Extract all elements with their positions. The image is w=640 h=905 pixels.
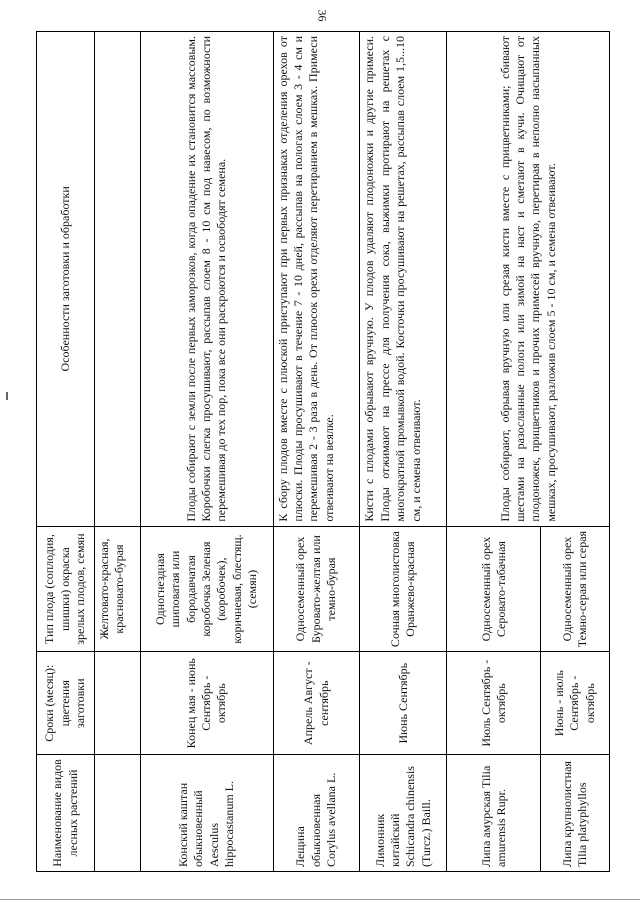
header-terms: Сроки (месяц): цветения заготовки [37,652,95,754]
header-species: Наименование видов лесных растений [37,754,95,871]
cell-species: Лещина обыкновенная Corylus avellana L. [273,754,360,871]
cell-species: Лимонник китайский Schicandra chinensis (Turcz.) Baill. [360,754,447,871]
header-processing: Особенности заготовки и обработки [37,32,95,527]
page-number: 36 [315,9,330,22]
cell-processing: Плоды собирают, обрывая вручную или срезая кисти вместе с прицветниками; сбивают шестами на разосланные пологи или зимой на наст и сметают в кучи. Очищают от плодоножек, прицветников и прочих примесей вручную, перетирая в неполно насыпанных мешках, просушивают, разложив слоем 5 - 10 см, и семена отвеивают. [447,32,610,527]
cell-terms: Июнь Сентябрь [360,652,447,754]
cell-species: Липа крупнолистная Tilia platyphyllos [541,754,610,871]
cell-species: Конский каштан обыкновенный Aesculus hippocastanum L. [140,754,273,871]
cell-species [95,754,141,871]
scan-mark [6,392,8,400]
cell-fruit: Сочная многолистовка Оранжево-красная [360,526,447,652]
table-row [273,32,360,872]
table-row [447,32,541,872]
cell-processing [95,32,141,527]
cell-terms [95,652,141,754]
rotated-table-container [36,31,610,872]
cell-fruit: Односеменный орех Темно-серая или серая [541,526,610,652]
cell-terms: Апрель Август - сентябрь [273,652,360,754]
cell-species: Липа амурская Tilia amurensis Rupr. [447,754,541,871]
cell-terms: Конец мая - июнь Сентябрь - октябрь [140,652,273,754]
cell-terms: Июнь - июль Сентябрь - октябрь [541,652,610,754]
cell-fruit: Одногнездная шиповатая или бородавчатая коробочка Зеленая (коробочек), коричневая, блестящ. (семян) [140,526,273,652]
species-table [36,31,610,872]
cell-processing: Плоды собирают с земли после первых заморозков, когда опадение их становится массовым. Коробочки слегка просушивают, рассыпав слоем 8 - 10 см под навесом, по возможности перемешивая до тех пор, пока все они раскроются и освободят семена. [140,32,273,527]
table-row [140,32,273,872]
header-fruit: Тип плода (соплодия, шишки) окраска зрелых плодов, семян [37,526,95,652]
cell-fruit: Односеменный орех Буровато-желтая или темно-бурая [273,526,360,652]
table-row [95,32,141,872]
cell-processing: Кисти с плодами обрывают вручную. У плодов удаляют плодоножки и другие примеси. Плоды отжимают на прессе для получения сока, выжимки протирают на решетах с многократной промывкой водой. Косточки просушивают на решетах, рассыпав слоем 1,5...10 см, и семена отвеивают. [360,32,447,527]
cell-terms: Июль Сентябрь - октябрь [447,652,541,754]
table-row [360,32,447,872]
cell-fruit: Односеменный орех Серовато-табачная [447,526,541,652]
cell-processing: К сбору плодов вместе с плюской приступают при первых признаках отделения орехов от плюски. Плоды просушивают в течение 7 - 10 дней, рассыпав на пологах слоем 3 - 4 см и перемешивая 2 - 3 раза в день. От плюсок орехи отделяют перетиранием в мешках. Примеси отвеивают на веялке. [273,32,360,527]
scan-bottom-edge [0,899,640,900]
cell-fruit: Желтовато-красная, красновато-бурая [95,526,141,652]
table-header-row [37,32,95,872]
